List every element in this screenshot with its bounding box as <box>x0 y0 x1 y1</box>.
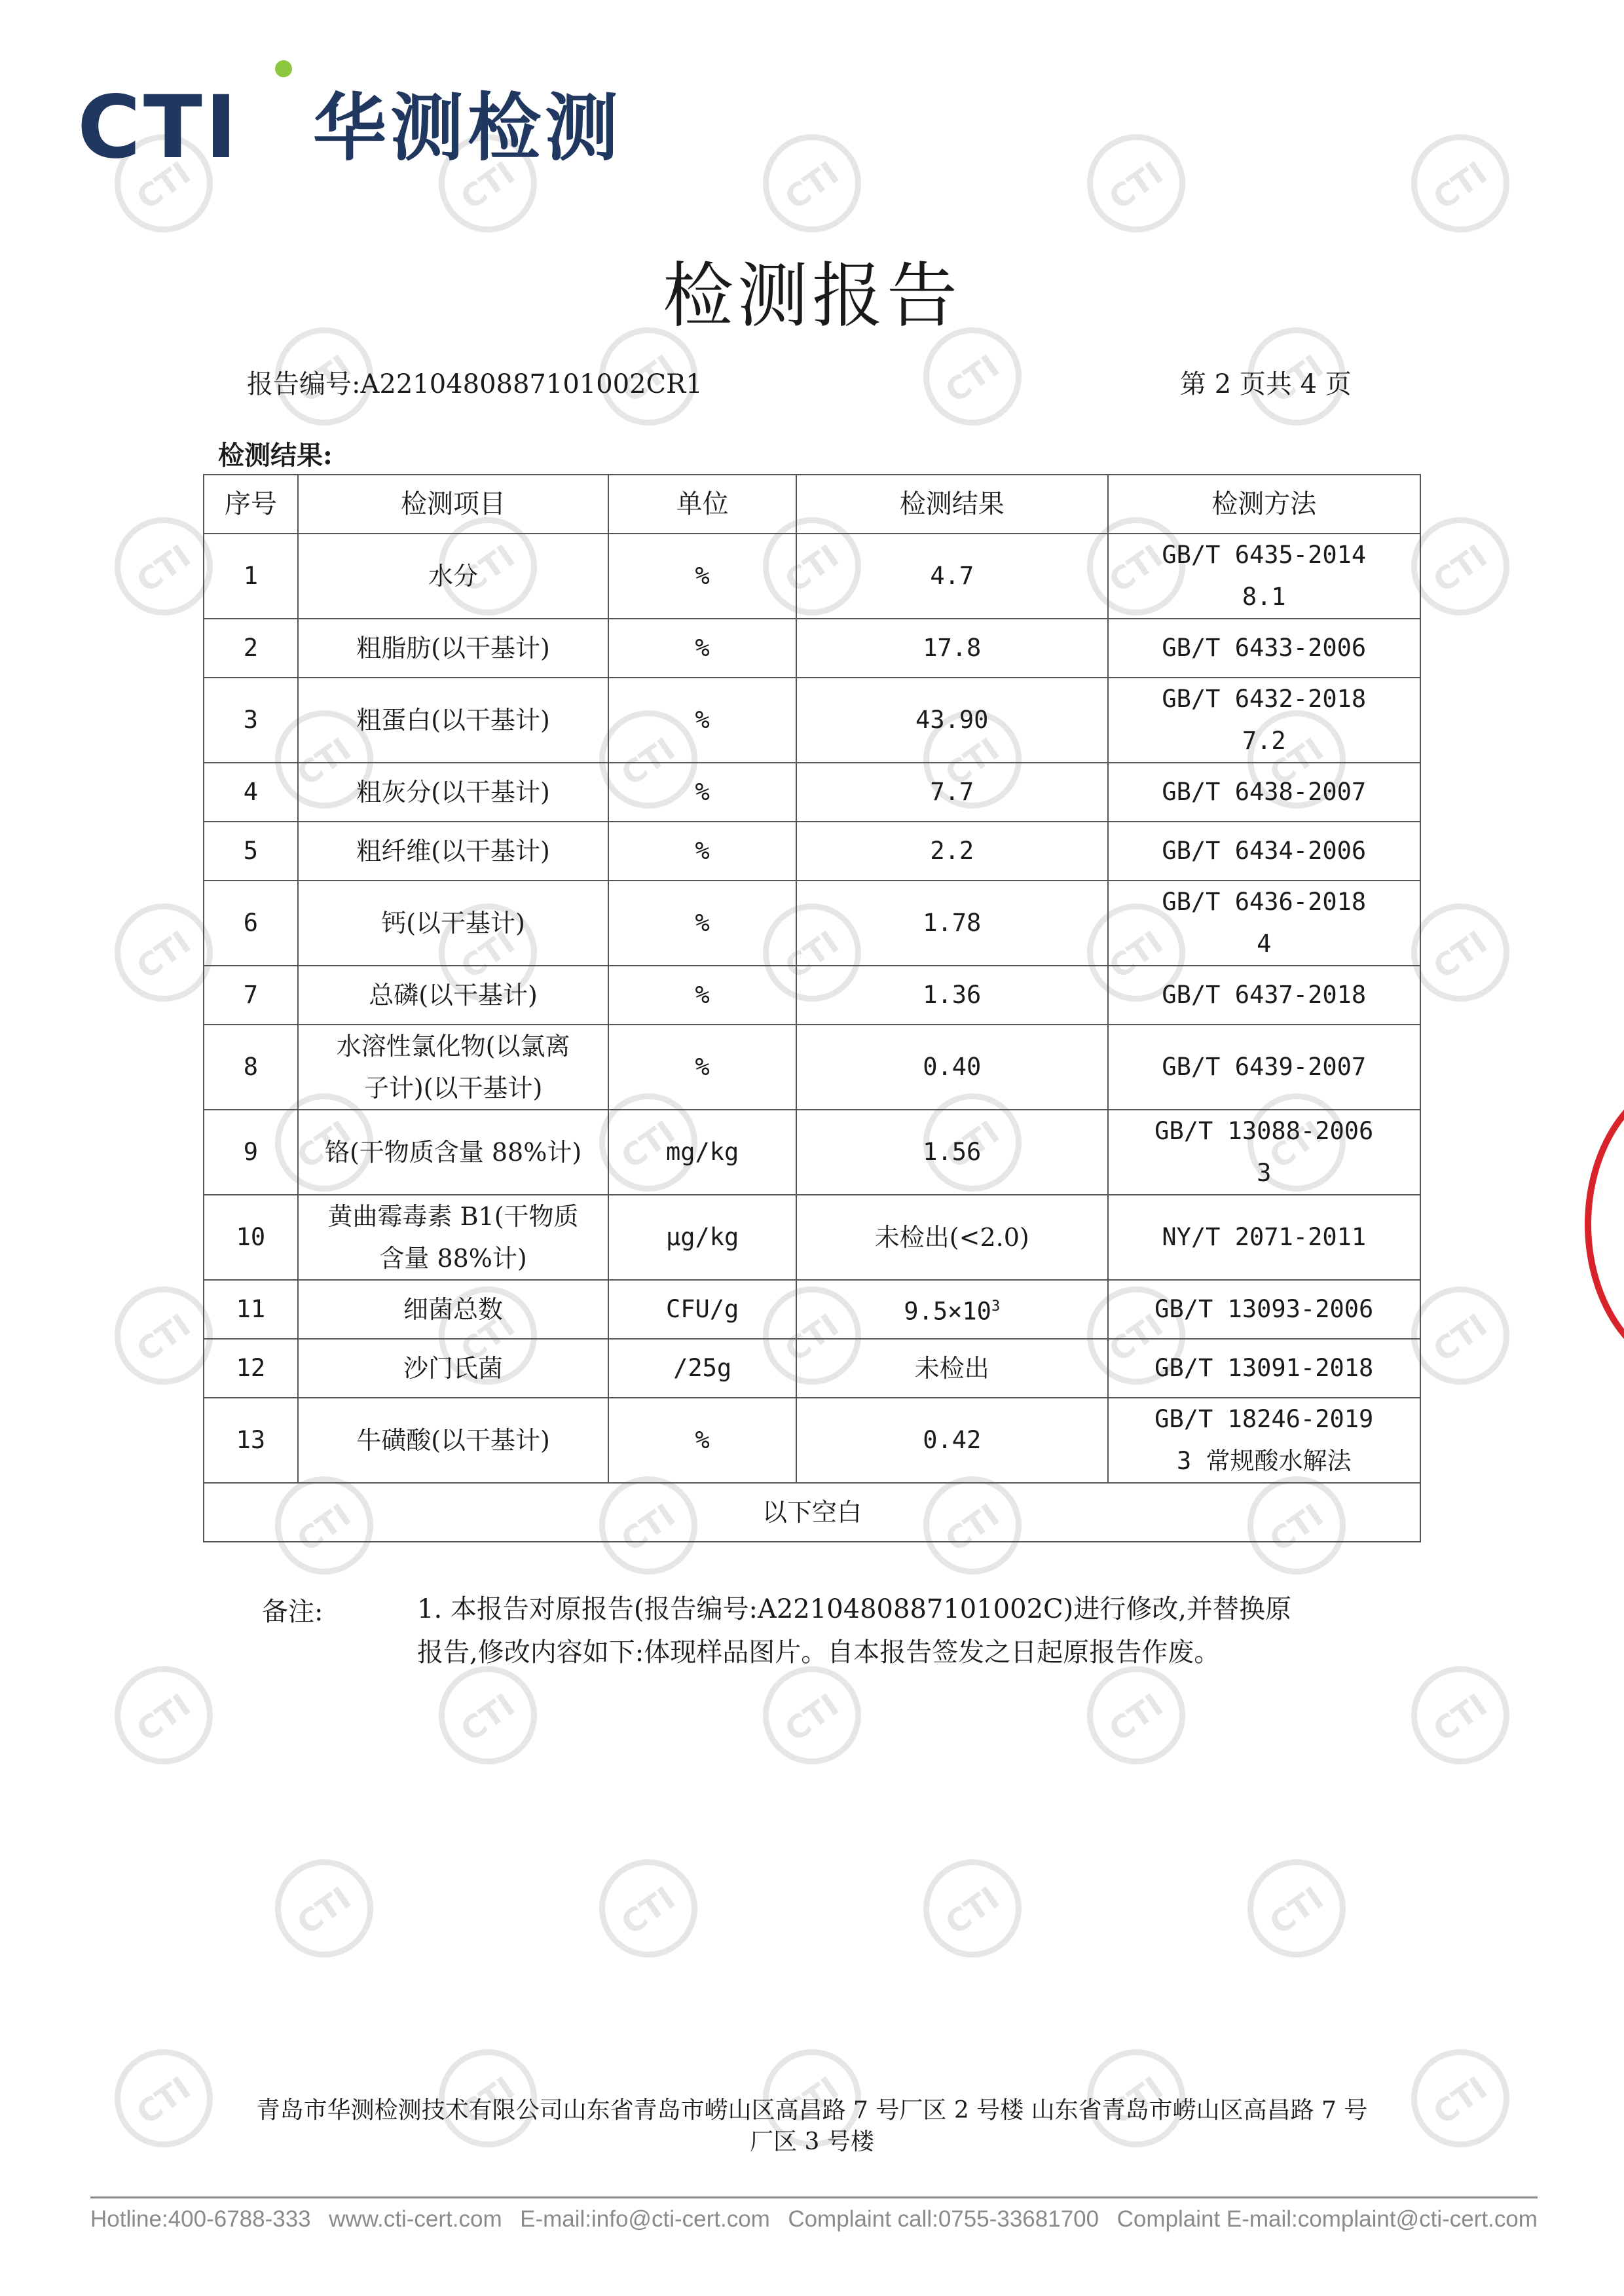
method-line: GB/T 6439-2007 <box>1162 1053 1367 1081</box>
method-line: GB/T 6434-2006 <box>1162 837 1367 865</box>
row-method <box>1108 881 1421 966</box>
method-line: GB/T 6432-2018 <box>1162 685 1367 713</box>
row-item: 粗灰分(以干基计) <box>298 763 608 822</box>
table-row <box>204 966 1420 1025</box>
row-no: 13 <box>204 1398 298 1483</box>
footer-divider <box>90 2196 1538 2198</box>
section-title: 检测结果: <box>218 440 333 471</box>
row-item: 沙门氏菌 <box>298 1339 608 1398</box>
hotline: Hotline:400-6788-333 <box>90 2206 311 2232</box>
row-item: 总磷(以干基计) <box>298 966 608 1025</box>
row-result: 1.56 <box>796 1110 1108 1195</box>
table-row <box>204 1398 1420 1483</box>
item-line: 黄曲霉毒素 B1(干物质 <box>327 1202 579 1231</box>
table-row <box>204 619 1420 678</box>
logo-mark: CTI <box>77 77 240 178</box>
remark-text <box>417 1588 1373 1674</box>
row-method <box>1108 822 1421 881</box>
row-method <box>1108 534 1421 619</box>
table-row <box>204 678 1420 763</box>
row-method <box>1108 1280 1421 1339</box>
cti-watermark-icon <box>115 1286 213 1385</box>
row-unit: % <box>608 1025 796 1110</box>
row-method <box>1108 1398 1421 1483</box>
table-row <box>204 1025 1420 1110</box>
row-item: 粗蛋白(以干基计) <box>298 678 608 763</box>
row-no: 2 <box>204 619 298 678</box>
row-unit: % <box>608 1398 796 1483</box>
row-item: 水分 <box>298 534 608 619</box>
result-exponent: 3 <box>991 1298 1001 1315</box>
table-row <box>204 1280 1420 1339</box>
cti-watermark-icon <box>1411 903 1509 1002</box>
row-result: 未检出(<2.0) <box>796 1195 1108 1280</box>
cti-watermark-icon <box>439 1666 537 1764</box>
row-no: 11 <box>204 1280 298 1339</box>
report-title: 检测报告 <box>662 255 961 337</box>
footer-address-line: 厂区 3 号楼 <box>750 2128 874 2155</box>
row-unit: mg/kg <box>608 1110 796 1195</box>
method-line: NY/T 2071-2011 <box>1162 1223 1367 1251</box>
method-line: 3 常规酸水解法 <box>1176 1447 1352 1475</box>
cti-watermark-icon <box>1411 134 1509 232</box>
row-result: 1.78 <box>796 881 1108 966</box>
table-header-row <box>204 475 1420 534</box>
footer-contacts <box>90 2206 1538 2232</box>
results-table <box>203 474 1421 1542</box>
cti-watermark-icon <box>599 1859 697 1958</box>
row-no: 3 <box>204 678 298 763</box>
row-item: 粗脂肪(以干基计) <box>298 619 608 678</box>
row-no: 5 <box>204 822 298 881</box>
row-no: 1 <box>204 534 298 619</box>
row-unit: % <box>608 763 796 822</box>
footer-address <box>196 2095 1428 2158</box>
method-line: GB/T 6437-2018 <box>1162 981 1367 1009</box>
method-line: 3 <box>1257 1159 1272 1187</box>
method-line: GB/T 13093-2006 <box>1154 1295 1374 1323</box>
row-unit: % <box>608 881 796 966</box>
remark-line: 报告,修改内容如下:体现样品图片。自本报告签发之日起原报告作废。 <box>417 1637 1221 1667</box>
report-number-label: 报告编号: <box>247 369 361 399</box>
row-unit: CFU/g <box>608 1280 796 1339</box>
cti-watermark-icon <box>923 327 1022 426</box>
header-method: 检测方法 <box>1108 475 1421 534</box>
row-no: 4 <box>204 763 298 822</box>
table-row <box>204 822 1420 881</box>
cti-watermark-icon <box>1087 1666 1185 1764</box>
page-info: 第 2 页共 4 页 <box>1180 369 1352 399</box>
row-item: 细菌总数 <box>298 1280 608 1339</box>
row-method <box>1108 1110 1421 1195</box>
cti-watermark-icon <box>275 1859 373 1958</box>
report-number-value: A2210480887101002CR1 <box>360 369 703 399</box>
cti-watermark-icon <box>1087 134 1185 232</box>
method-line: GB/T 6438-2007 <box>1162 778 1367 806</box>
row-method <box>1108 1025 1421 1110</box>
cti-watermark-icon <box>115 903 213 1002</box>
row-no: 6 <box>204 881 298 966</box>
row-result: 43.90 <box>796 678 1108 763</box>
table-row <box>204 534 1420 619</box>
row-unit: % <box>608 966 796 1025</box>
cti-watermark-icon <box>1411 1286 1509 1385</box>
row-method <box>1108 966 1421 1025</box>
header-unit: 单位 <box>608 475 796 534</box>
table-row <box>204 1110 1420 1195</box>
row-item <box>298 1195 608 1280</box>
logo-dot-icon <box>275 60 292 77</box>
complaint-call: Complaint call:0755-33681700 <box>788 2206 1099 2232</box>
row-method <box>1108 619 1421 678</box>
table-footer-row <box>204 1483 1420 1542</box>
item-line: 含量 88%计) <box>379 1244 527 1273</box>
method-line: GB/T 13088-2006 <box>1154 1117 1374 1145</box>
remark-line: 1. 本报告对原报告(报告编号:A2210480887101002C)进行修改,并替换原 <box>417 1594 1291 1624</box>
result-base: 9.5×10 <box>904 1297 991 1326</box>
row-method <box>1108 678 1421 763</box>
row-result: 17.8 <box>796 619 1108 678</box>
row-no: 12 <box>204 1339 298 1398</box>
method-line: 7.2 <box>1242 727 1286 755</box>
logo-name: 华测检测 <box>313 86 622 171</box>
row-item: 钙(以干基计) <box>298 881 608 966</box>
row-unit: % <box>608 619 796 678</box>
row-result: 4.7 <box>796 534 1108 619</box>
cti-watermark-icon <box>1411 1666 1509 1764</box>
red-seal-stamp <box>1585 1074 1624 1375</box>
header-result: 检测结果 <box>796 475 1108 534</box>
table-row <box>204 1339 1420 1398</box>
table-row <box>204 1195 1420 1280</box>
row-unit: % <box>608 678 796 763</box>
row-unit: % <box>608 822 796 881</box>
item-line: 水溶性氯化物(以氯离 <box>336 1032 570 1061</box>
row-method <box>1108 763 1421 822</box>
row-no: 8 <box>204 1025 298 1110</box>
header-item: 检测项目 <box>298 475 608 534</box>
method-line: GB/T 13091-2018 <box>1154 1354 1374 1382</box>
row-unit: μg/kg <box>608 1195 796 1280</box>
method-line: 4 <box>1257 930 1272 958</box>
cti-watermark-icon <box>923 1859 1022 1958</box>
row-result <box>796 1280 1108 1339</box>
row-result: 1.36 <box>796 966 1108 1025</box>
footer-address-line: 青岛市华测检测技术有限公司山东省青岛市崂山区高昌路 7 号厂区 2 号楼 山东省青岛市崂山区高昌路 7 号 <box>256 2097 1368 2124</box>
cti-watermark-icon <box>115 517 213 615</box>
method-line: GB/T 6435-2014 <box>1162 541 1367 569</box>
row-result: 0.42 <box>796 1398 1108 1483</box>
row-result: 0.40 <box>796 1025 1108 1110</box>
report-number <box>247 363 703 401</box>
row-no: 10 <box>204 1195 298 1280</box>
row-result: 2.2 <box>796 822 1108 881</box>
row-result: 未检出 <box>796 1339 1108 1398</box>
method-line: GB/T 6433-2006 <box>1162 634 1367 662</box>
row-item: 粗纤维(以干基计) <box>298 822 608 881</box>
method-line: GB/T 18246-2019 <box>1154 1405 1374 1433</box>
row-item: 牛磺酸(以干基计) <box>298 1398 608 1483</box>
header-no: 序号 <box>204 475 298 534</box>
cti-watermark-icon <box>115 1666 213 1764</box>
table-row <box>204 881 1420 966</box>
item-line: 子计)(以干基计) <box>363 1074 543 1102</box>
method-line: 8.1 <box>1242 583 1286 611</box>
row-item: 铬(干物质含量 88%计) <box>298 1110 608 1195</box>
row-item <box>298 1025 608 1110</box>
complaint-email-link[interactable]: Complaint E-mail:complaint@cti-cert.com <box>1116 2206 1538 2232</box>
email-link[interactable]: E-mail:info@cti-cert.com <box>520 2206 770 2232</box>
cti-watermark-icon <box>1411 517 1509 615</box>
row-no: 7 <box>204 966 298 1025</box>
remark-label: 备注: <box>262 1597 323 1627</box>
method-line: GB/T 6436-2018 <box>1162 888 1367 916</box>
row-method <box>1108 1339 1421 1398</box>
cti-watermark-icon <box>763 1666 861 1764</box>
row-method <box>1108 1195 1421 1280</box>
row-no: 9 <box>204 1110 298 1195</box>
table-row <box>204 763 1420 822</box>
row-unit: % <box>608 534 796 619</box>
table-footer: 以下空白 <box>204 1483 1420 1542</box>
cti-watermark-icon <box>1247 1859 1346 1958</box>
row-unit: /25g <box>608 1339 796 1398</box>
row-result: 7.7 <box>796 763 1108 822</box>
website-link[interactable]: www.cti-cert.com <box>329 2206 502 2232</box>
cti-watermark-icon <box>763 134 861 232</box>
